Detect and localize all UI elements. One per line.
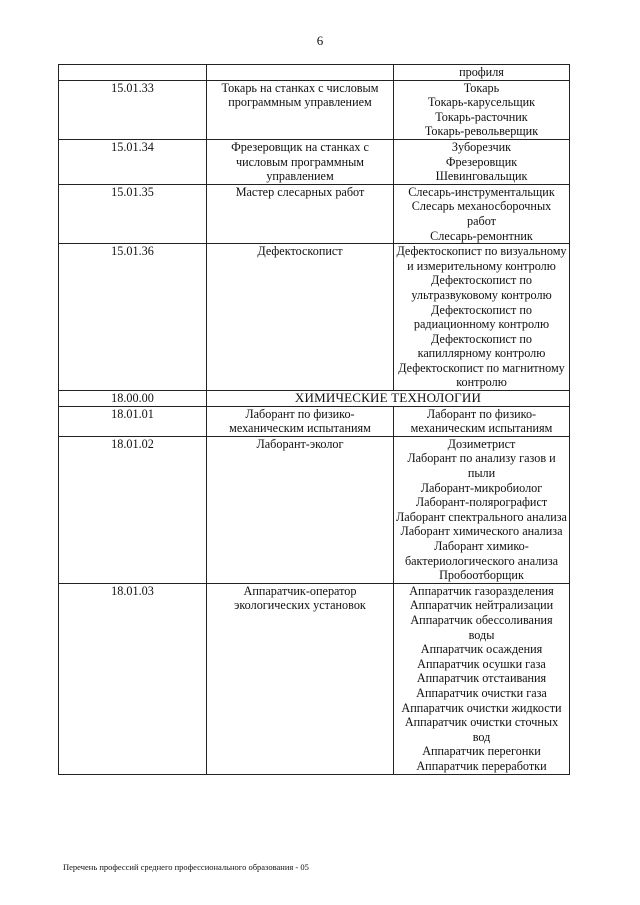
qualification-item: Лаборант спектрального анализа [396, 509, 567, 524]
qualification-item: Аппаратчик осушки газа [417, 656, 546, 671]
qualification-item: Слесарь-инструментальщик [408, 184, 555, 199]
profession-name-cell: Токарь на станках с числовым программным управлением [207, 80, 394, 139]
qualifications-cell [394, 65, 570, 81]
qualification-item: Аппаратчик перегонки [422, 744, 541, 759]
code-cell: 15.01.35 [59, 184, 207, 243]
qualification-item: Дефектоскопист по капиллярному контролю [417, 331, 546, 361]
qualification-item: Токарь [463, 80, 500, 95]
table-row [59, 583, 570, 774]
code-cell: 15.01.33 [59, 80, 207, 139]
qualification-item: Дозиметрист [447, 436, 516, 451]
profession-name-cell: Лаборант по физико-механическим испытаниям [207, 406, 394, 436]
code-cell: 18.01.01 [59, 406, 207, 436]
qualification-item: Аппаратчик газоразделения [409, 583, 554, 598]
qualification-item: Токарь-расточник [435, 109, 528, 124]
qualification-item: профиля [459, 65, 504, 79]
qualification-item: Аппаратчик переработки [416, 758, 547, 773]
table-row [59, 244, 570, 391]
table-row [59, 184, 570, 243]
table-body [59, 65, 570, 775]
table-row [59, 139, 570, 184]
qualifications-cell [394, 406, 570, 436]
table-row [59, 406, 570, 436]
qualification-item: Лаборант-микробиолог [420, 480, 543, 495]
qualification-item: Аппаратчик обессоливания воды [410, 612, 553, 642]
qualifications-cell [394, 184, 570, 243]
qualifications-cell [394, 80, 570, 139]
profession-name-cell: Лаборант-эколог [207, 436, 394, 583]
qualification-item: Аппаратчик отстаивания [416, 671, 547, 686]
qualification-item: Фрезеровщик [445, 154, 518, 169]
profession-name-cell: Мастер слесарных работ [207, 184, 394, 243]
qualification-item: Токарь-револьверщик [424, 124, 539, 139]
qualification-item: Шевинговальщик [435, 169, 528, 184]
qualification-item: Дефектоскопист по магнитному контролю [398, 360, 565, 390]
qualification-item: Аппаратчик нейтрализации [409, 598, 554, 613]
table-row [59, 391, 570, 407]
qualification-item: Слесарь-ремонтник [430, 228, 533, 243]
code-cell: 18.01.03 [59, 583, 207, 774]
qualification-item: Лаборант химического анализа [400, 524, 563, 539]
qualification-item: Токарь-карусельщик [427, 95, 536, 110]
qualification-item: Аппаратчик очистки сточных вод [404, 715, 559, 744]
qualification-item: Лаборант химико-бактериологического анализа [404, 539, 559, 568]
qualifications-cell [394, 244, 570, 391]
code-cell: 18.00.00 [59, 391, 207, 407]
qualifications-cell [394, 583, 570, 774]
qualification-item: Лаборант по анализу газов и пыли [407, 451, 556, 481]
qualification-item: Дефектоскопист по визуальному и измерительному контролю [396, 244, 567, 273]
page-number: 6 [316, 33, 324, 48]
code-cell: 15.01.34 [59, 139, 207, 184]
qualification-item: Зуборезчик [451, 139, 512, 154]
qualification-item: Дефектоскопист по ультразвуковому контролю [411, 273, 552, 302]
profession-name-cell: Фрезеровщик на станках с числовым программным управлением [207, 139, 394, 184]
qualification-item: Лаборант по физико-механическим испытаниям [410, 406, 553, 436]
code-cell [59, 65, 207, 81]
profession-name-cell [207, 65, 394, 81]
table-row [59, 436, 570, 583]
section-title: ХИМИЧЕСКИЕ ТЕХНОЛОГИИ [207, 391, 570, 407]
qualification-item: Аппаратчик осаждения [420, 642, 543, 657]
qualifications-cell [394, 436, 570, 583]
qualification-item: Аппаратчик очистки газа [416, 685, 547, 700]
table-row [59, 80, 570, 139]
qualifications-cell [394, 139, 570, 184]
profession-name-cell: Аппаратчик-оператор экологических установок [207, 583, 394, 774]
qualification-item: Дефектоскопист по радиационному контролю [413, 302, 550, 332]
qualification-item: Пробоотборщик [439, 568, 524, 583]
footer-note: Перечень профессий среднего профессионального образования - 05 [63, 862, 309, 872]
professions-table [58, 64, 570, 775]
qualification-item: Аппаратчик очистки жидкости [401, 700, 562, 715]
table-row [59, 65, 570, 81]
profession-name-cell: Дефектоскопист [207, 244, 394, 391]
code-cell: 18.01.02 [59, 436, 207, 583]
qualification-item: Лаборант-полярографист [415, 495, 548, 510]
qualification-item: Слесарь механосборочных работ [411, 199, 552, 228]
code-cell: 15.01.36 [59, 244, 207, 391]
